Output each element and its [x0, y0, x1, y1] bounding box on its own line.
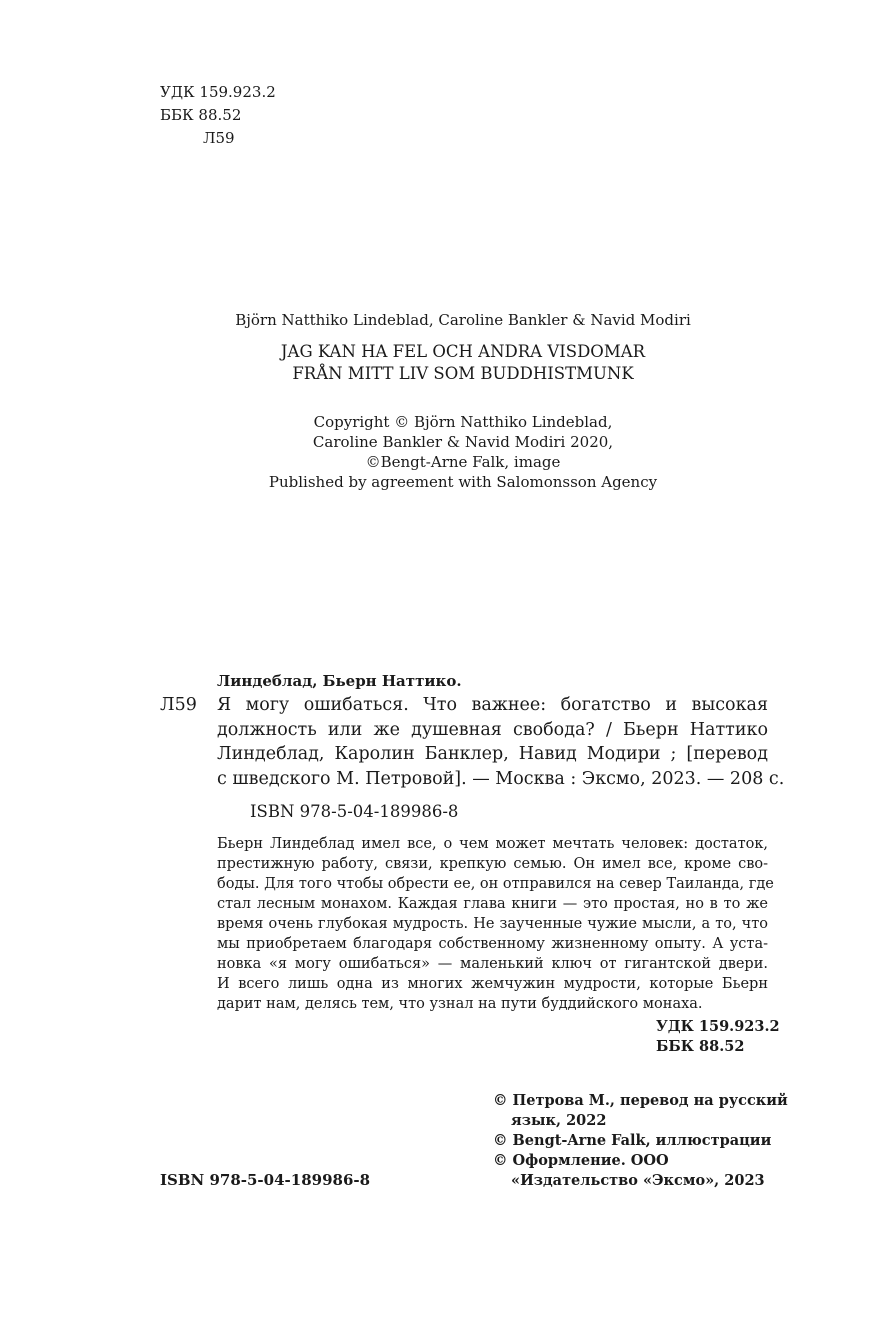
catalog-isbn: ISBN 978-5-04-189986-8 [250, 802, 459, 821]
rights-line: «Издательство «Эксмо», 2023 [511, 1172, 765, 1189]
copyright-line: Copyright © Björn Natthiko Lindeblad, [313, 413, 613, 431]
rights-line: язык, 2022 [511, 1112, 607, 1129]
annotation-line: дарит нам, делясь тем, что узнал на пути буддийского монаха. [217, 996, 703, 1012]
copyright-line: Published by agreement with Salomonsson Agency [268, 473, 658, 491]
annotation-line: мы приобретаем благодаря собственному жизненному опыту. А уста- [217, 936, 768, 952]
bbk-code: ББК 88.52 [160, 106, 242, 124]
original-title-line: FRÅN MITT LIV SOM BUDDHISTMUNK [292, 364, 634, 383]
annotation-line: новка «я могу ошибаться» — маленький ключ от гигантской двери. [217, 956, 768, 972]
rights-line: © Оформление. ООО [493, 1152, 669, 1169]
catalog-entry-line: Линдеблад, Каролин Банклер, Навид Модири ; [перевод [217, 744, 768, 764]
rights-line: © Bengt-Arne Falk, иллюстрации [493, 1132, 772, 1149]
original-authors: Björn Natthiko Lindeblad, Caroline Bankler & Navid Modiri [235, 311, 691, 329]
author-mark: Л59 [203, 129, 235, 147]
catalog-entry-line: с шведского М. Петровой]. — Москва : Эксмо, 2023. — 208 с. [217, 768, 785, 789]
rights-line: © Петрова М., перевод на русский [493, 1092, 788, 1109]
copyright-line: Caroline Bankler & Navid Modiri 2020, [312, 433, 614, 451]
catalog-mark: Л59 [160, 695, 197, 715]
annotation-line: время очень глубокая мудрость. Не заученные чужие мысли, а то, что [217, 916, 768, 932]
annotation-line: И всего лишь одна из многих жемчужин мудрости, которые Бьерн [217, 976, 768, 992]
copyright-line: ©Bengt-Arne Falk, image [365, 453, 561, 471]
catalog-entry-line: Я могу ошибаться. Что важнее: богатство и высокая [217, 695, 768, 715]
annotation-line: боды. Для того чтобы обрести ее, он отправился на север Таиланда, где [217, 876, 774, 892]
catalog-heading: Линдеблад, Бьерн Наттико. [217, 672, 462, 690]
annotation-line: Бьерн Линдеблад имел все, о чем может мечтать человек: достаток, [217, 836, 768, 852]
annotation-line: престижную работу, связи, крепкую семью. Он имел все, кроме сво- [217, 856, 768, 872]
udk-code: УДК 159.923.2 [160, 83, 276, 101]
catalog-entry-line: должность или же душевная свобода? / Бьерн Наттико [217, 719, 768, 740]
footer-isbn: ISBN 978-5-04-189986-8 [160, 1171, 371, 1189]
catalog-udk: УДК 159.923.2 [656, 1018, 780, 1035]
annotation-line: стал лесным монахом. Каждая глава книги — это простая, но в то же [217, 896, 768, 912]
original-title-line: JAG KAN HA FEL OCH ANDRA VISDOMAR [280, 342, 646, 361]
catalog-bbk: ББК 88.52 [656, 1038, 745, 1055]
